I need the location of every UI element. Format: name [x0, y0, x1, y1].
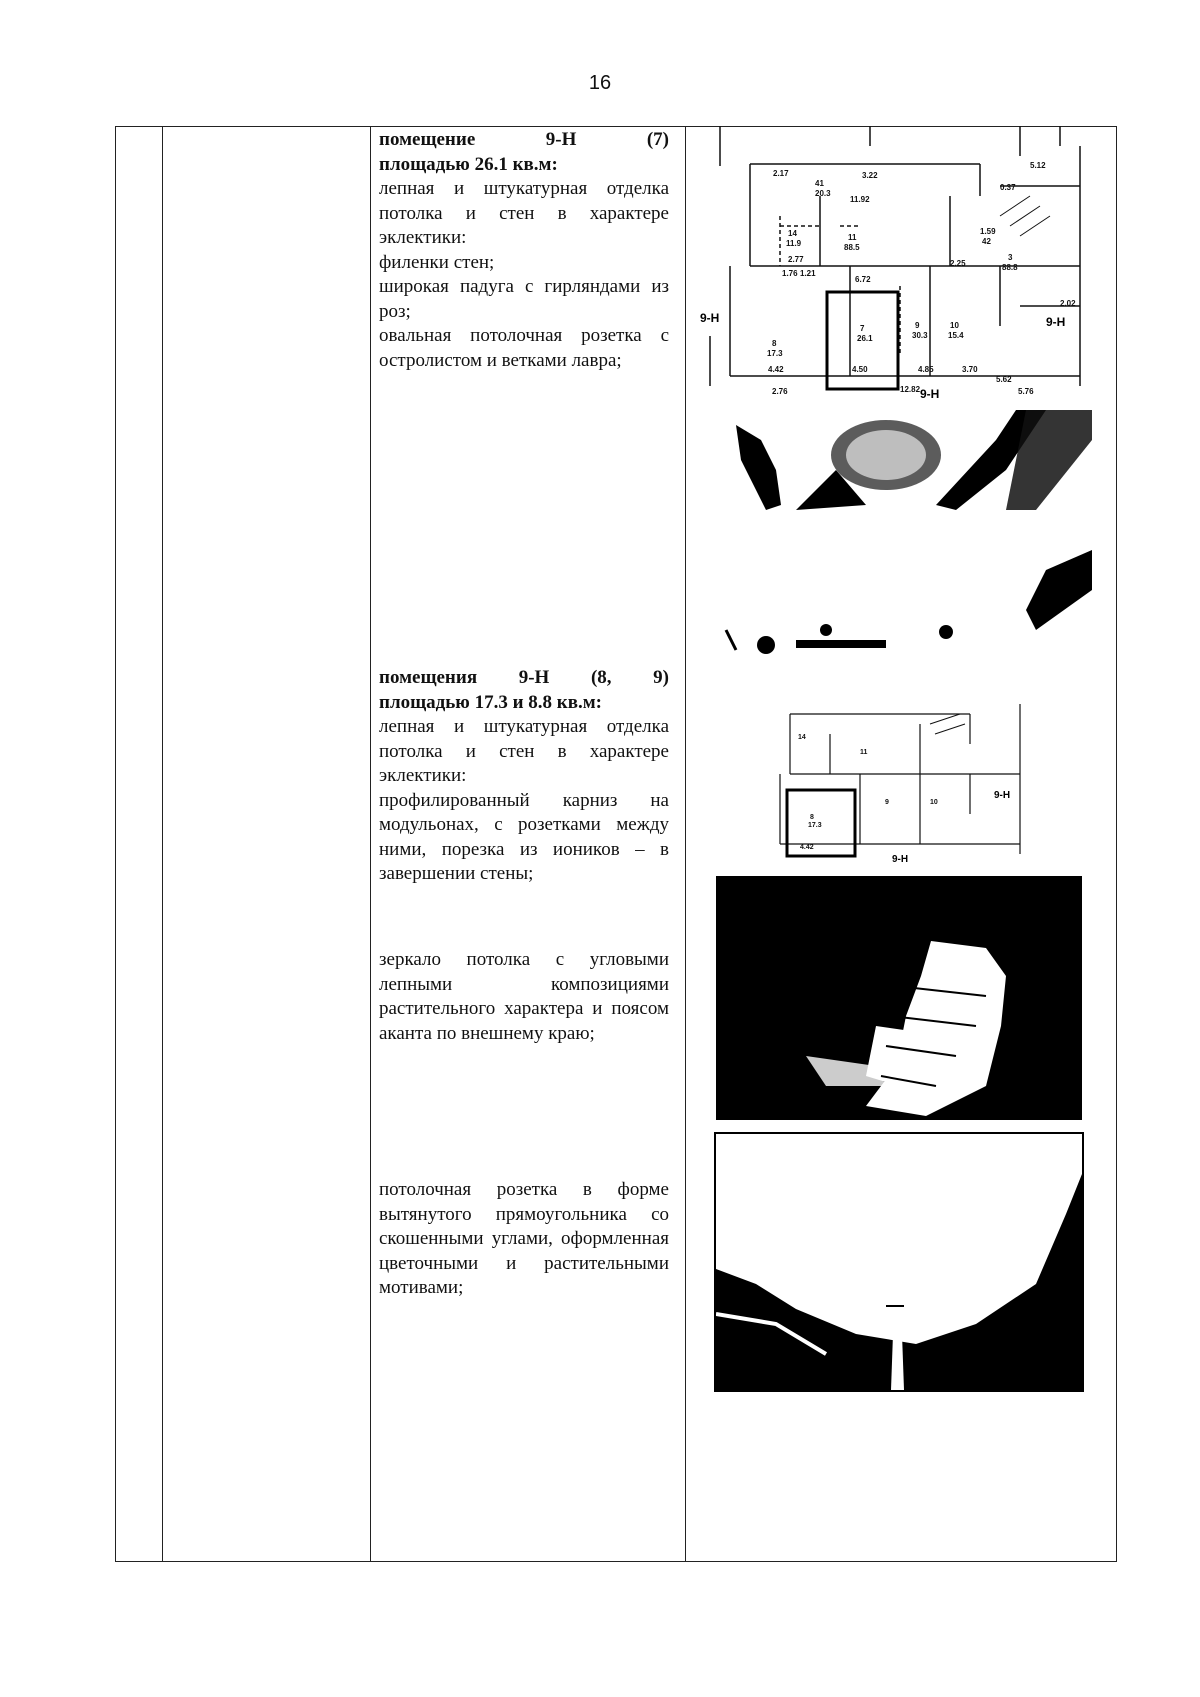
plan-unit-label: 9-Н [920, 387, 940, 398]
table-column-divider [685, 126, 686, 1561]
plan-label: 9 [885, 799, 889, 806]
section-2-item: зеркало потолка с угловыми лепными композициями растительного характера и поясом аканта по внешнему краю; [379, 949, 669, 1044]
photo-drawing [716, 1134, 1082, 1390]
section-2-text-rosette [379, 1178, 669, 1301]
plan-label: 1.59 [980, 227, 996, 236]
section-2-heading-line-2: площадью 17.3 и 8.8 кв.м: [379, 691, 602, 713]
plan-label: 17.3 [808, 822, 822, 829]
photo-ceiling-rosette-rooms-8-9 [714, 1132, 1084, 1392]
plan-label: 3 [1008, 253, 1013, 262]
plan-unit-label: 9-Н [994, 790, 1011, 801]
table-border-bottom [115, 1561, 1117, 1562]
plan-unit-label: 9-Н [700, 311, 720, 325]
photo-ceiling-corner-rooms-8-9 [716, 876, 1082, 1120]
plan-label: 2.02 [1060, 299, 1076, 308]
plan-unit-label: 9-Н [892, 854, 909, 864]
plan-label: 5.62 [996, 375, 1012, 384]
plan-label: 2.25 [950, 259, 966, 268]
plan-label: 11 [848, 233, 857, 242]
floor-plan-rooms-8-9 [770, 694, 1034, 864]
plan-label: 11.92 [850, 195, 870, 204]
plan-label: 7 [860, 324, 865, 333]
plan-label: 9 [915, 321, 920, 330]
table-border-left [115, 126, 116, 1561]
plan-label: 5.12 [1030, 161, 1046, 170]
plan-label: 14 [788, 229, 797, 238]
section-2-item: лепная и штукатурная отделка потолка и стен в характере эклектики: [379, 716, 669, 786]
plan-label: 12.82 [900, 385, 921, 394]
plan-label: 26.1 [857, 334, 873, 343]
photo-ceiling-rosette-room-7 [706, 410, 1092, 658]
section-2-text-ceiling [379, 948, 669, 1046]
plan-label: 4.50 [852, 365, 868, 374]
photo-drawing [706, 410, 1092, 658]
plan-label: 88.8 [1002, 263, 1018, 272]
floor-plan-room-7 [700, 126, 1098, 398]
section-1-heading-line-1: помещение 9-Н (7) [379, 129, 669, 150]
plan-label: 20.3 [815, 189, 831, 198]
plan-label: 0.37 [1000, 183, 1016, 192]
plan-label: 4.42 [768, 365, 784, 374]
plan-label: 88.5 [844, 243, 860, 252]
plan-label: 8 [772, 339, 777, 348]
plan-label: 2.77 [788, 255, 804, 264]
plan-label: 30.3 [912, 331, 928, 340]
floor-plan-drawing [700, 126, 1098, 398]
plan-label: 3.70 [962, 365, 978, 374]
section-1-text [379, 128, 669, 373]
plan-label: 4.42 [800, 844, 814, 851]
plan-label: 6.72 [855, 275, 871, 284]
plan-label: 14 [798, 734, 806, 741]
plan-label: 2.76 [772, 387, 788, 396]
plan-label: 41 [815, 179, 824, 188]
plan-label: 1.21 [800, 269, 816, 278]
plan-label: 1.76 [782, 269, 798, 278]
plan-label: 5.76 [1018, 387, 1034, 396]
section-2-item: профилированный карниз на модульонах, с розетками между ними, порезка из иоников – в завершении стены; [379, 789, 669, 884]
section-2-heading-line-1: помещения 9-Н (8, 9) [379, 667, 669, 688]
plan-label: 42 [982, 237, 991, 246]
floor-plan-drawing [770, 694, 1034, 864]
table-border-right [1116, 126, 1117, 1561]
table-column-divider [162, 126, 163, 1561]
plan-label: 15.4 [948, 331, 964, 340]
section-2-text [379, 666, 669, 887]
plan-label: 3.22 [862, 171, 878, 180]
section-1-heading-line-2: площадью 26.1 кв.м: [379, 153, 558, 175]
photo-drawing [716, 876, 1082, 1120]
plan-label: 4.85 [918, 365, 934, 374]
plan-label: 2.17 [773, 169, 789, 178]
table-column-divider [370, 126, 371, 1561]
plan-label: 11.9 [786, 239, 802, 248]
section-1-item: широкая падуга с гирляндами из роз; [379, 276, 669, 322]
section-1-item: филенки стен; [379, 251, 495, 273]
section-1-item: лепная и штукатурная отделка потолка и стен в характере эклектики: [379, 178, 669, 248]
plan-label: 10 [930, 799, 938, 806]
plan-unit-label: 9-Н [1046, 315, 1066, 329]
plan-label: 10 [950, 321, 959, 330]
plan-label: 17.3 [767, 349, 783, 358]
plan-label: 11 [860, 749, 868, 756]
section-2-item: потолочная розетка в форме вытянутого прямоугольника со скошенными углами, оформленная цветочными и растительными мотивами; [379, 1179, 669, 1298]
plan-label: 8 [810, 814, 814, 821]
page-number: 16 [588, 72, 612, 94]
section-1-item: овальная потолочная розетка с остролистом и ветками лавра; [379, 325, 669, 371]
